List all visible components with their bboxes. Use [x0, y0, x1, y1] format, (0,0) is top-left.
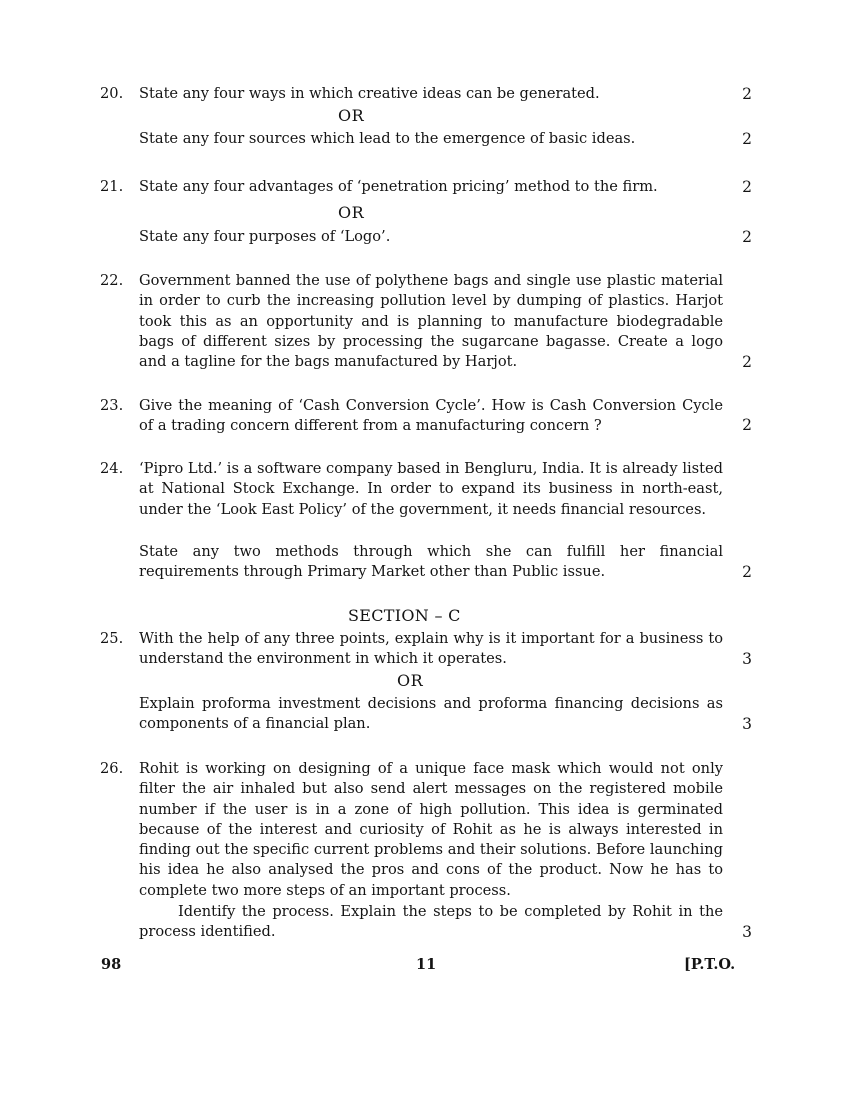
question-text: Government banned the use of polythene bags and single use plastic material in order to curb the increasing pollution level by dumping of plastics. Harjot took this as an opportunity and is planning to manufacture biodegradable bags of different sizes by processing the sugarcane bagasse. Create a logo and a tagline for the bags manufactured by Harjot.	[139, 272, 723, 371]
question-number: 25.	[100, 630, 124, 647]
alternative-question-text: Explain proforma investment decisions and proforma financing decisions as components of a financial plan.	[139, 695, 723, 733]
marks: 3	[742, 923, 752, 941]
question-number: 24.	[100, 460, 124, 477]
question-number: 26.	[100, 760, 124, 777]
marks: 2	[742, 353, 752, 371]
question-paragraph-1: ‘Pipro Ltd.’ is a software company based in Bengluru, India. It is already listed at National Stock Exchange. In order to expand its business in north-east, under the ‘Look East Policy’ of the government, it needs financial resources.	[139, 460, 723, 518]
section-heading: SECTION – C	[348, 606, 461, 625]
question-paragraph-1: Rohit is working on designing of a unique face mask which would not only filter the air inhaled but also send alert messages on the registered mobile number if the user is in a zone of high pollution. This idea is germinated because of the interest and curiosity of Rohit as he is always interested in finding out the specific current problems and their solutions. Before launching his idea he also analysed the pros and cons of the product. Now he has to complete two more steps of an important process.	[139, 760, 723, 899]
alternative-marks: 3	[742, 715, 752, 733]
question-number: 20.	[100, 85, 124, 102]
marks: 2	[742, 178, 752, 196]
question-paragraph-2: State any two methods through which she can fulfill her financial requirements through Primary Market other than Public issue.	[139, 543, 723, 581]
marks: 2	[742, 563, 752, 581]
question-text: State any four advantages of ‘penetration pricing’ method to the firm.	[139, 178, 658, 195]
question-number: 22.	[100, 272, 124, 289]
or-separator: OR	[397, 671, 424, 690]
alternative-marks: 2	[742, 228, 752, 246]
please-turn-over: [P.T.O.	[684, 956, 736, 973]
or-separator: OR	[338, 106, 365, 125]
alternative-question-text: State any four purposes of ‘Logo’.	[139, 228, 391, 245]
question-text: Give the meaning of ‘Cash Conversion Cycle’. How is Cash Conversion Cycle of a trading concern different from a manufacturing concern ?	[139, 397, 723, 435]
question-text: State any four ways in which creative ideas can be generated.	[139, 85, 600, 102]
paper-code: 98	[101, 956, 122, 973]
question-number: 23.	[100, 397, 124, 414]
question-text: With the help of any three points, explain why is it important for a business to understand the environment in which it operates.	[139, 630, 723, 668]
or-separator: OR	[338, 203, 365, 222]
alternative-question-text: State any four sources which lead to the emergence of basic ideas.	[139, 130, 636, 147]
question-number: 21.	[100, 178, 124, 195]
page-number: 11	[416, 956, 437, 973]
marks: 3	[742, 650, 752, 668]
marks: 2	[742, 85, 752, 103]
question-paragraph-2: Identify the process. Explain the steps to be completed by Rohit in the process identified.	[139, 903, 723, 941]
marks: 2	[742, 416, 752, 434]
alternative-marks: 2	[742, 130, 752, 148]
